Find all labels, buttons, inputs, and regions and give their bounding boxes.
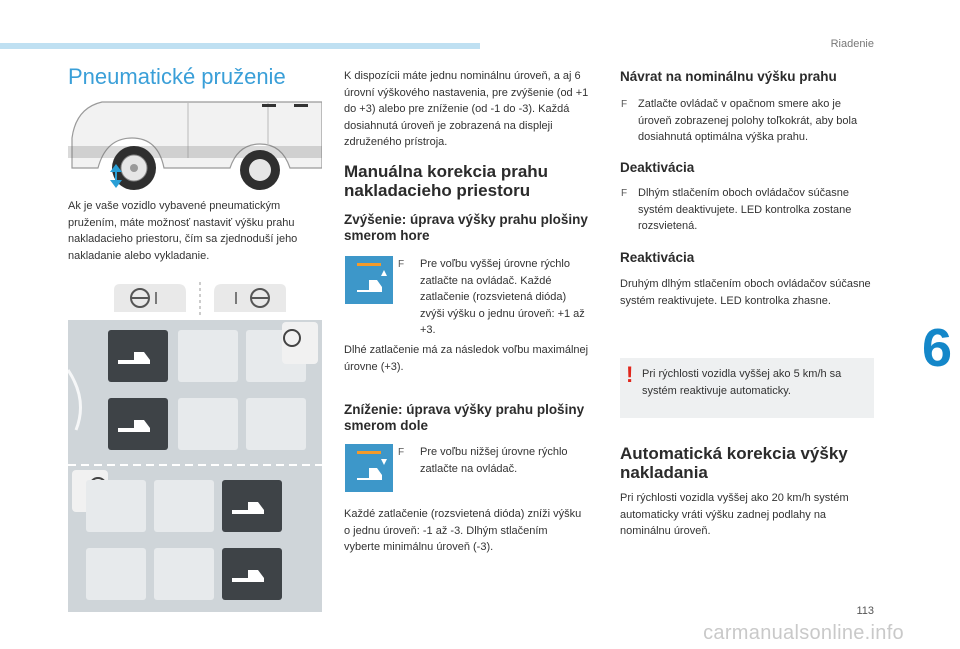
header-bar bbox=[0, 43, 480, 49]
warning-icon: ! bbox=[626, 362, 634, 387]
raise-heading: Zvýšenie: úprava výšky prahu plošiny smerom hore bbox=[344, 212, 588, 243]
lower-instruction: Pre voľbu nižšej úrovne rýchlo zatlačte na ovládač. bbox=[420, 446, 568, 475]
raise-long-press-text: Dlhé zatlačenie má za následok voľbu maximálnej úrovne (+3). bbox=[344, 344, 589, 373]
deactivation-heading: Deaktivácia bbox=[620, 160, 695, 175]
intro-paragraph: Ak je vaše vozidlo vybavené pneumatickým pružením, máte možnosť nastaviť výšku prahu nakladacieho priestoru, čím sa zjednoduší jeho nakladanie alebo vykladanie. bbox=[68, 200, 298, 262]
steering-indicators bbox=[110, 282, 290, 318]
levels-paragraph: K dispozícii máte jednu nominálnu úroveň, a aj 6 úrovní výškového nastavenia, pre zvýšenie (od +1 do +3) alebo pre zníženie (od -1 do -3). Každá dosiahnutá úroveň je zobrazená na displeji združeného prístroja. bbox=[344, 70, 589, 148]
bullet-marker: F bbox=[621, 188, 628, 199]
bullet-marker: F bbox=[621, 99, 628, 110]
watermark: carmanualsonline.info bbox=[703, 622, 904, 644]
chapter-number: 6 bbox=[921, 318, 952, 378]
bullet-marker: F bbox=[398, 259, 405, 270]
manual-correction-heading: Manuálna korekcia prahu nakladacieho priestoru bbox=[344, 162, 549, 200]
warning-note-text: Pri rýchlosti vozidla vyššej ako 5 km/h sa systém reaktivuje automaticky. bbox=[642, 368, 842, 397]
automatic-correction-text: Pri rýchlosti vozidla vyššej ako 20 km/h systém automaticky vráti výšku zadnej podlahy na nominálnu úroveň. bbox=[620, 492, 849, 537]
reactivation-heading: Reaktivácia bbox=[620, 250, 695, 265]
reactivation-text: Druhým dlhým stlačením oboch ovládačov súčasne systém reaktivujete. LED kontrolka zhasne. bbox=[620, 278, 871, 307]
raise-instruction: Pre voľbu vyššej úrovne rýchlo zatlačte na ovládač. Každé zatlačenie (rozsvietená dióda) zvýši výšku o jednu úroveň: +1 až +3. bbox=[420, 258, 585, 336]
return-nominal-heading: Návrat na nominálnu výšku prahu bbox=[620, 69, 837, 84]
page-title: Pneumatické pruženie bbox=[68, 64, 286, 89]
lower-long-press-text: Každé zatlačenie (rozsvietená dióda) zníži výšku o jednu úroveň: -1 až -3. Dlhým stlačením vyberte minimálnu úroveň (-3). bbox=[344, 508, 582, 553]
lower-button-icon bbox=[345, 444, 393, 492]
van-illustration bbox=[68, 98, 322, 190]
page-number: 113 bbox=[856, 605, 874, 617]
deactivation-instruction: Dlhým stlačením oboch ovládačov súčasne systém deaktivujete. LED kontrolka zostane rozsvietená. bbox=[638, 187, 852, 232]
bullet-marker: F bbox=[398, 447, 405, 458]
return-nominal-instruction: Zatlačte ovládač v opačnom smere ako je úroveň zobrazenej polohy toľkokrát, aby bola dosiahnutá optimálna výška prahu. bbox=[638, 98, 858, 143]
automatic-correction-heading: Automatická korekcia výšky nakladania bbox=[620, 444, 848, 482]
raise-button-icon bbox=[345, 256, 393, 304]
control-panel-illustration bbox=[68, 320, 322, 612]
section-name: Riadenie bbox=[830, 38, 874, 50]
lower-heading: Zníženie: úprava výšky prahu plošiny smerom dole bbox=[344, 402, 585, 433]
